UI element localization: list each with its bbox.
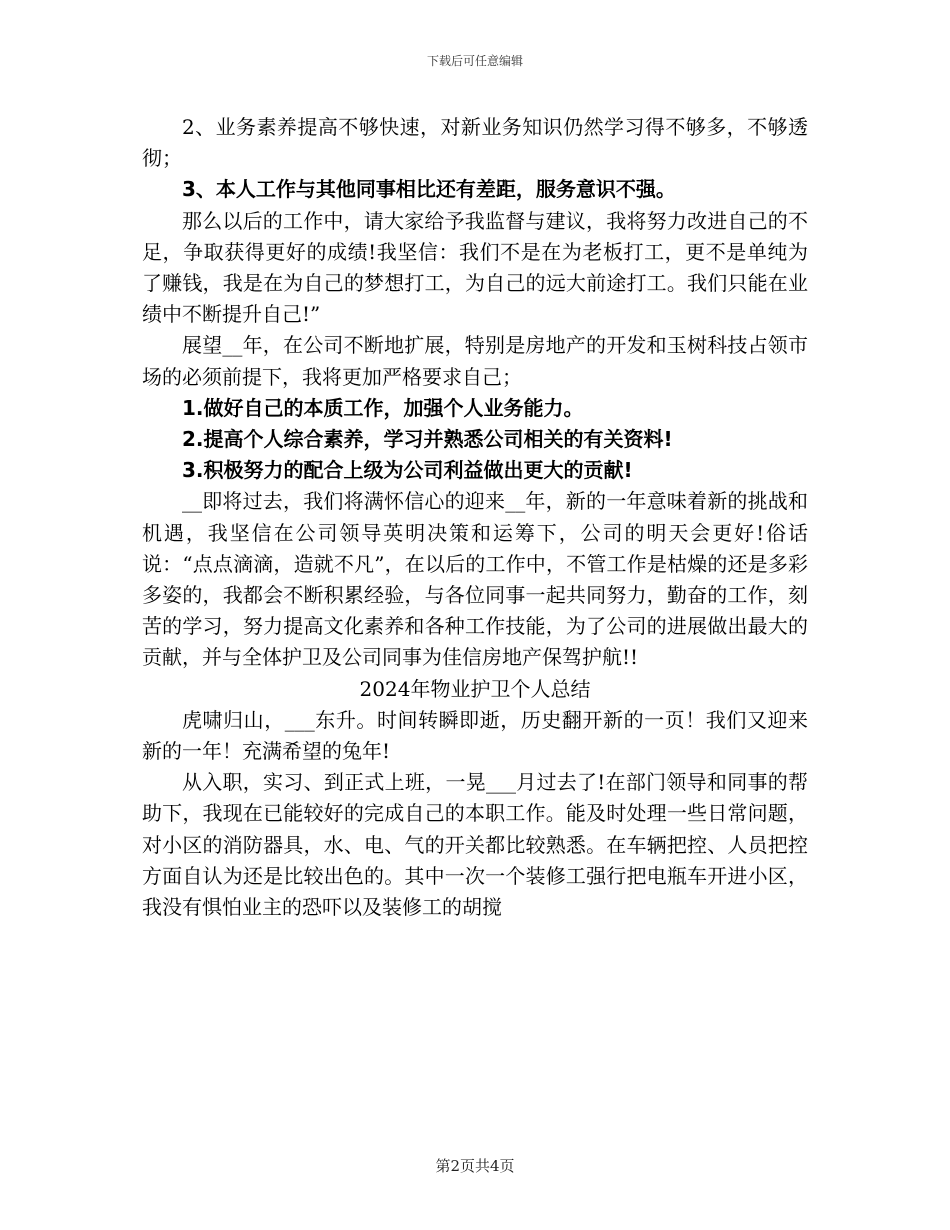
goal-item-2: 2.提高个人综合素养，学习并熟悉公司相关的有关资料!	[182, 427, 673, 452]
paragraph-closing: __即将过去，我们将满怀信心的迎来__年，新的一年意味着新的挑战和机遇，我坚信在公司领导英明决策和运筹下，公司的明天会更好!俗话说：“点点滴滴，造就不凡”，在以后的工作中，不管工作是枯燥的还是多彩多姿的，我都会不断积累经验，与各位同事一起共同努力，勤奋的工作，刻苦的学习，努力提高文化素养和各种工作技能，为了公司的进展做出最大的贡献，并与全体护卫及公司同事为佳信房地产保驾护航!!	[142, 489, 808, 670]
paragraph-weakness-2: 2、业务素养提高不够快速，对新业务知识仍然学习得不够多，不够透彻；	[142, 115, 808, 171]
paragraph-outlook: 展望__年，在公司不断地扩展，特别是房地产的开发和玉树科技占领市场的必须前提下，我将更加严格要求自己；	[142, 333, 808, 389]
paragraph-weakness-3: 3、本人工作与其他同事相比还有差距，服务意识不强。	[182, 177, 676, 202]
section-title: 2024年物业护卫个人总结	[359, 676, 591, 701]
section-paragraph-experience: 从入职，实习、到正式上班，一晃___月过去了!在部门领导和同事的帮助下，我现在已能较好的完成自己的本职工作。能及时处理一些日常问题，对小区的消防器具，水、电、气的开关都比较熟悉。在车辆把控、人员把控方面自认为还是比较出色的。其中一次一个装修工强行把电瓶车开进小区，我没有惧怕业主的恐吓以及装修工的胡搅	[142, 770, 808, 920]
paragraph-commitment: 那么以后的工作中，请大家给予我监督与建议，我将努力改进自己的不足，争取获得更好的成绩!我坚信：我们不是在为老板打工，更不是单纯为了赚钱，我是在为自己的梦想打工，为自己的远大前途打工。我们只能在业绩中不断提升自己!”	[142, 208, 808, 327]
document-body	[142, 112, 808, 923]
page-footer: 第2页共4页	[435, 1157, 515, 1175]
goal-item-1: 1.做好自己的本质工作，加强个人业务能力。	[182, 395, 584, 420]
page-header: 下载后可任意编辑	[426, 54, 523, 68]
section-paragraph-intro: 虎啸归山，___东升。时间转瞬即逝，历史翻开新的一页！我们又迎来新的一年！充满希望的兔年!	[142, 707, 808, 764]
goal-item-3: 3.积极努力的配合上级为公司利益做出更大的贡献!	[182, 458, 633, 483]
